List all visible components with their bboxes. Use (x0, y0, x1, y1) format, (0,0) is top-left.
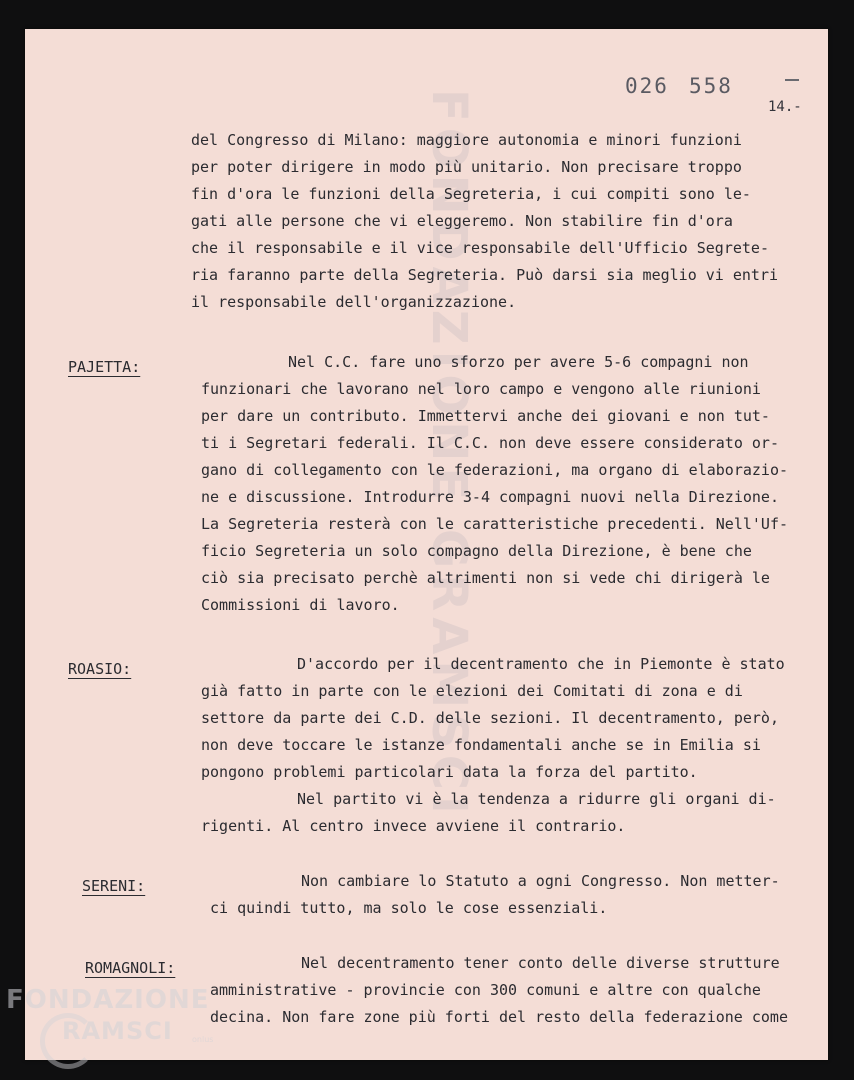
watermark-line2: RAMSCI (62, 1017, 173, 1045)
watermark-line1: FONDAZIONE (6, 985, 210, 1015)
text-line: D'accordo per il decentramento che in Piemonte è stato (297, 655, 785, 673)
text-line: ne e discussione. Introdurre 3-4 compagni nuovi nella Direzione. (201, 488, 779, 506)
page-number: 14.- (768, 99, 802, 115)
text-line: pongono problemi particolari data la forza del partito. (201, 763, 698, 781)
text-line: rigenti. Al centro invece avviene il contrario. (201, 817, 626, 835)
text-line: La Segreteria resterà con le caratteristiche precedenti. Nell'Uf- (201, 515, 788, 533)
text-line: per dare un contributo. Immettervi anche dei giovani e non tut- (201, 407, 770, 425)
speaker-roasio: ROASIO: (68, 660, 132, 678)
text-line: non deve toccare le istanze fondamentali anche se in Emilia si (201, 736, 761, 754)
text-line: del Congresso di Milano: maggiore autonomia e minori funzioni (191, 131, 742, 149)
text-line: ciò sia precisato perchè altrimenti non si vede chi dirigerà le (201, 569, 770, 587)
text-line: il responsabile dell'organizzazione. (191, 293, 517, 311)
text-line: funzionari che lavorano nel loro campo e vengono alle riunioni (201, 380, 761, 398)
archive-number-b: 558 (688, 74, 733, 98)
text-line: fin d'ora le funzioni della Segreteria, i cui compiti sono le- (191, 185, 751, 203)
archive-number (625, 74, 753, 98)
fondazione-gramsci-watermark (6, 985, 214, 1045)
archive-stamp: FONDAZIONE GRAMSCI (421, 89, 477, 820)
text-line: amministrative - provincie con 300 comuni e altre con qualche (210, 981, 761, 999)
archive-dash (785, 79, 799, 81)
text-line: gati alle persone che vi eleggeremo. Non stabilire fin d'ora (191, 212, 733, 230)
text-line: Non cambiare lo Statuto a ogni Congresso. Non metter- (301, 872, 780, 890)
text-line: Nel partito vi è la tendenza a ridurre gli organi di- (297, 790, 776, 808)
speaker-romagnoli: ROMAGNOLI: (85, 959, 176, 977)
text-line: ria faranno parte della Segreteria. Può darsi sia meglio vi entri (191, 266, 778, 284)
text-line: per poter dirigere in modo più unitario. Non precisare troppo (191, 158, 742, 176)
text-line: che il responsabile e il vice responsabile dell'Ufficio Segrete- (191, 239, 769, 257)
text-line: settore da parte dei C.D. delle sezioni. Il decentramento, però, (201, 709, 779, 727)
text-line: decina. Non fare zone più forti del resto della federazione come (210, 1008, 788, 1026)
text-line: ci quindi tutto, ma solo le cose essenziali. (210, 899, 608, 917)
text-line: Nel C.C. fare uno sforzo per avere 5-6 compagni non (288, 353, 749, 371)
text-line: gano di collegamento con le federazioni, ma organo di elaborazio- (201, 461, 788, 479)
text-line: Nel decentramento tener conto delle diverse strutture (301, 954, 780, 972)
document-page (25, 29, 828, 1060)
text-line: già fatto in parte con le elezioni dei Comitati di zona e di (201, 682, 743, 700)
archive-number-a: 026 (625, 74, 669, 98)
speaker-sereni: SERENI: (82, 877, 146, 895)
text-line: ficio Segreteria un solo compagno della Direzione, è bene che (201, 542, 752, 560)
watermark-onlus: onlus (192, 1035, 214, 1044)
text-line: ti i Segretari federali. Il C.C. non deve essere considerato or- (201, 434, 779, 452)
text-line: Commissioni di lavoro. (201, 596, 400, 614)
speaker-pajetta: PAJETTA: (68, 358, 141, 376)
